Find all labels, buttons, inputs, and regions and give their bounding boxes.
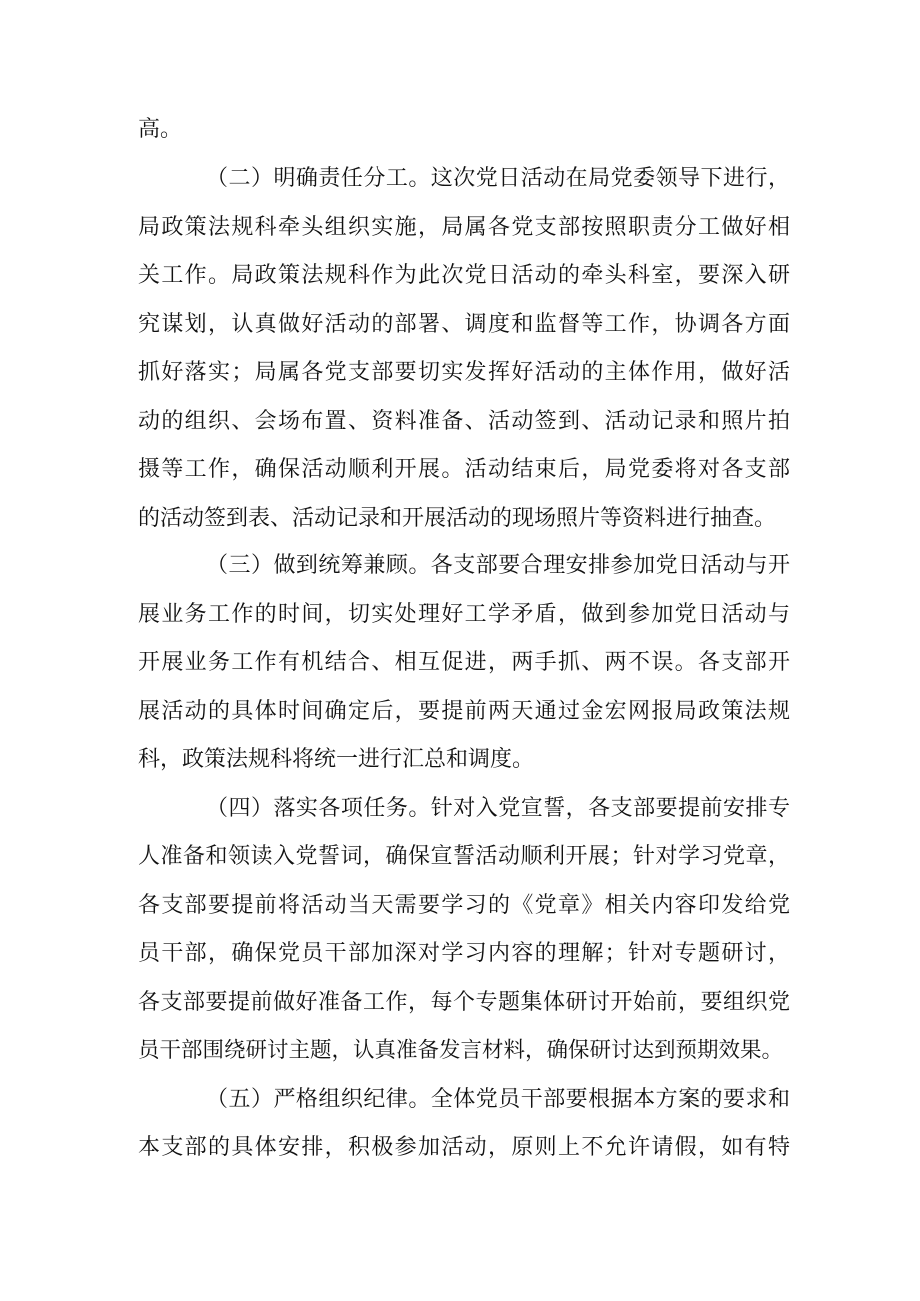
text-line: 各支部要提前将活动当天需要学习的《党章》相关内容印发给党 xyxy=(138,893,790,918)
text-line: （四）落实各项任务。针对入党宣誓，各支部要提前安排专 xyxy=(206,796,790,821)
text-line: 摄等工作，确保活动顺利开展。活动结束后，局党委将对各支部 xyxy=(138,457,790,482)
text-line: 开展业务工作有机结合、相互促进，两手抓、两不误。各支部开 xyxy=(138,650,790,675)
text-line: 科，政策法规科将统一进行汇总和调度。 xyxy=(138,747,535,772)
text-line: 的活动签到表、活动记录和开展活动的现场照片等资料进行抽查。 xyxy=(138,506,777,531)
text-line: 局政策法规科牵头组织实施，局属各党支部按照职责分工做好相 xyxy=(138,215,790,240)
text-line: 各支部要提前做好准备工作，每个专题集体研讨开始前，要组织党 xyxy=(138,990,790,1015)
text-line: 本支部的具体安排，积极参加活动，原则上不允许请假，如有特 xyxy=(138,1135,790,1160)
text-line: 高。 xyxy=(138,117,183,142)
text-line: （三）做到统筹兼顾。各支部要合理安排参加党日活动与开 xyxy=(206,553,790,578)
text-line: 展业务工作的时间，切实处理好工学矛盾，做到参加党日活动与 xyxy=(138,602,790,627)
text-line: 关工作。局政策法规科作为此次党日活动的牵头科室，要深入研 xyxy=(138,263,790,288)
text-line: 究谋划，认真做好活动的部署、调度和监督等工作，协调各方面 xyxy=(138,312,790,337)
text-line: 抓好落实；局属各党支部要切实发挥好活动的主体作用，做好活 xyxy=(138,360,790,385)
text-line: 员干部，确保党员干部加深对学习内容的理解；针对专题研讨， xyxy=(138,941,790,966)
text-line: 人准备和领读入党誓词，确保宣誓活动顺利开展；针对学习党章， xyxy=(138,844,790,869)
text-line: 展活动的具体时间确定后，要提前两天通过金宏网报局政策法规 xyxy=(138,699,790,724)
text-line: 员干部围绕研讨主题，认真准备发言材料，确保研讨达到预期效果。 xyxy=(138,1038,784,1063)
text-line: （五）严格组织纪律。全体党员干部要根据本方案的要求和 xyxy=(206,1087,790,1112)
text-line: （二）明确责任分工。这次党日活动在局党委领导下进行， xyxy=(206,166,790,191)
text-line: 动的组织、会场布置、资料准备、活动签到、活动记录和照片拍 xyxy=(138,409,790,434)
